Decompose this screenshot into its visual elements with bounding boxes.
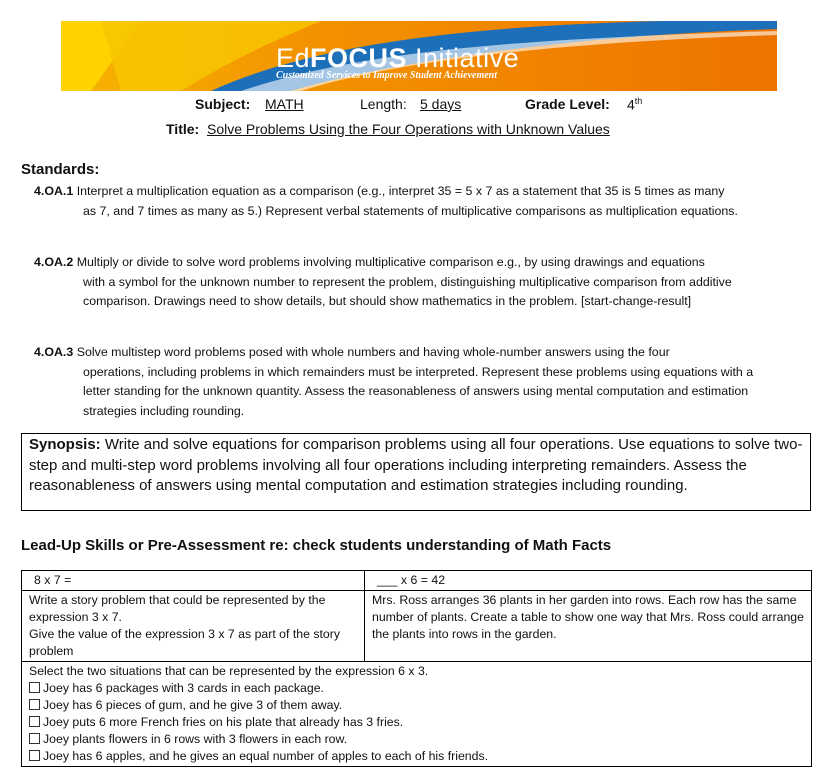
banner-subtitle: Customized Services to Improve Student Achievement: [276, 70, 498, 81]
checkbox[interactable]: [29, 682, 40, 693]
standard-item: [34, 253, 784, 312]
option-label: Joey has 6 pieces of gum, and he give 3 of them away.: [43, 698, 343, 712]
checkbox[interactable]: [29, 699, 40, 710]
standard-text-cont: operations, including problems in which remainders must be interpreted. Represent these problems using equations with a letter standing for the unknown quantity. Assess the reasonableness of answers using mental computation and estimation strategies including rounding.: [83, 364, 754, 418]
table-cell: 8 x 7 =: [22, 571, 365, 591]
subject-label: Subject:: [195, 96, 251, 112]
length-value: 5 days: [420, 96, 462, 112]
banner-title: EdFOCUS Initiative: [276, 43, 520, 73]
table-cell: [22, 662, 812, 767]
cell-text: Give the value of the expression 3 x 7 as part of the story problem: [29, 627, 341, 658]
question-prompt: Select the two situations that can be represented by the expression 6 x 3.: [29, 664, 429, 678]
table-row: [22, 591, 812, 662]
standard-text-cont: as 7, and 7 times as many as 5.) Represent verbal statements of multiplicative comparisons as multiplication equations.: [83, 203, 738, 218]
table-cell: Mrs. Ross arranges 36 plants in her garden into rows. Each row has the same number of plants. Create a table to show one way that Mrs. Ross could arrange the plants into rows in the garden.: [365, 591, 812, 662]
option-item: [29, 714, 804, 731]
standard-item: [34, 343, 784, 421]
standard-text-cont: with a symbol for the unknown number to represent the problem, distinguishing multiplicative comparison from additive comparison. Drawings need to show details, but should show mathematics in the problem. [start-change-result]: [83, 274, 732, 308]
standard-text: Solve multistep word problems posed with whole numbers and having whole-number answers using the four: [76, 345, 670, 359]
checkbox[interactable]: [29, 716, 40, 727]
synopsis-box: [21, 433, 811, 511]
standard-text: Multiply or divide to solve word problems involving multiplicative comparison e.g., by using drawings and equations: [76, 255, 705, 269]
option-item: [29, 748, 804, 765]
standards-heading: Standards:: [21, 161, 100, 178]
edfocus-banner: [61, 21, 777, 91]
synopsis-label: Synopsis:: [29, 436, 101, 453]
cell-text: Write a story problem that could be represented by the expression 3 x 7.: [29, 593, 326, 624]
lesson-title: [166, 121, 610, 137]
grade-label: Grade Level:: [525, 96, 610, 112]
option-item: [29, 680, 804, 697]
synopsis-text: Write and solve equations for comparison problems using all four operations. Use equations to solve two-step and multi-step word problems involving all four operations including interpreting remainders. Assess the reasonableness of answers using mental computation and estimation strategies including rounding.: [29, 436, 803, 494]
option-label: Joey puts 6 more French fries on his plate that already has 3 fries.: [43, 715, 404, 729]
option-label: Joey has 6 packages with 3 cards in each package.: [43, 681, 324, 695]
option-label: Joey plants flowers in 6 rows with 3 flowers in each row.: [43, 732, 348, 746]
table-cell: ___ x 6 = 42: [365, 571, 812, 591]
table-row: [22, 571, 812, 591]
standard-code: 4.OA.1: [34, 184, 74, 198]
standard-code: 4.OA.3: [34, 345, 74, 359]
subject-value: MATH: [265, 96, 304, 112]
checkbox[interactable]: [29, 733, 40, 744]
checkbox[interactable]: [29, 750, 40, 761]
title-label: Title:: [166, 121, 200, 137]
option-item: [29, 731, 804, 748]
standard-text: Interpret a multiplication equation as a comparison (e.g., interpret 35 = 5 x 7 as a statement that 35 is 5 times as many: [76, 184, 725, 198]
assessment-table: [21, 570, 812, 767]
option-label: Joey has 6 apples, and he gives an equal number of apples to each of his friends.: [43, 749, 489, 763]
standard-code: 4.OA.2: [34, 255, 74, 269]
leadup-heading: Lead-Up Skills or Pre-Assessment re: check students understanding of Math Facts: [21, 537, 612, 554]
table-cell: [22, 591, 365, 662]
lesson-meta: [0, 96, 826, 114]
standard-item: [34, 182, 784, 221]
table-row: [22, 662, 812, 767]
option-item: [29, 697, 804, 714]
grade-value: 4th: [627, 96, 643, 113]
title-value: Solve Problems Using the Four Operations with Unknown Values: [206, 121, 610, 137]
length-label: Length:: [360, 96, 407, 112]
